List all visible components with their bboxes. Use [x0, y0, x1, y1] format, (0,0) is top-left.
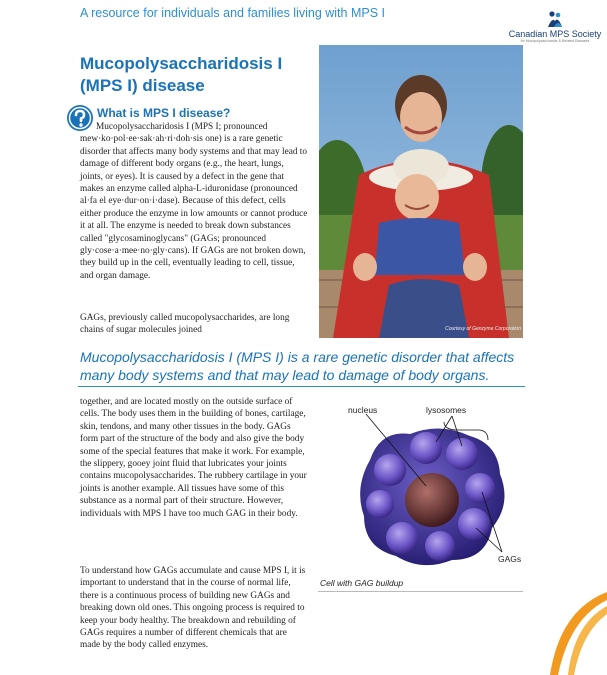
gags-paragraph-continued: together, and are located mostly on the outside surface of cells. The body uses them in the building of bones, cartilage, skin, tendons, and many other tissues in the body. GAGs form part of the structure of the body and also give the body some of the special features that make it work. For example, the slippery, gooey joint fluid that lubricates your joints contains mucopolysaccharides. The rubbery cartilage in your joints is another example. All tissues have some of this substance as a normal part of their structure. However, individuals with MPS I have too much GAG in their body.: [80, 397, 307, 519]
logo-name: Canadian MPS Society: [508, 29, 602, 39]
logo-figures-icon: [547, 10, 563, 28]
label-lysosomes: lysosomes: [426, 405, 467, 415]
label-nucleus: nucleus: [348, 405, 378, 415]
caption-divider: [318, 591, 523, 592]
orange-swoosh-decoration: [540, 590, 607, 675]
section-heading: What is MPS I disease?: [97, 106, 231, 120]
mother-child-photo: [319, 45, 523, 338]
diagram-caption: Cell with GAG buildup: [320, 578, 404, 588]
photo-credit: Courtesy of Genzyme Corporation: [445, 326, 521, 332]
divider: [78, 386, 525, 387]
cell-diagram: [340, 400, 525, 580]
pull-quote: Mucopolysaccharidosis I (MPS I) is a rare genetic disorder that affects many body systems and that may lead to damage of body organs.: [80, 349, 515, 383]
society-logo: [505, 10, 605, 46]
intro-paragraph: Mucopolysaccharidosis I (MPS I; pronounced mew·ko·pol·ee·sak·ah·ri·doh·sis one) is a rare genetic disorder that affects many body systems and that may lead to damage of different body organs (e.g., the heart, lungs, joints, or eyes). It is caused by a defect in the gene that makes an enzyme called alpha-L-iduronidase (pronounced al·fa el eye·dur·on·i·dase). Because of this defect, cells either produce the enzyme in low amounts or cannot produce it at all. The enzyme is needed to break down substances called "glycosaminoglycans" (GAGs; pronounced gly·cose·a·mee·no·gly·cans). If GAGs are not broken down, they build up in the cell, eventually leading to cell, tissue, and organ damage.: [80, 122, 308, 281]
header-tagline: A resource for individuals and families living with MPS I: [80, 6, 385, 20]
page-title: Mucopolysaccharidosis I (MPS I) disease: [80, 54, 283, 95]
logo-subtitle: for Mucopolysaccharide & Related Diseases: [520, 39, 590, 43]
enzymes-paragraph: To understand how GAGs accumulate and cause MPS I, it is important to understand that in the course of normal life, there is a continuous process of building new GAGs and breaking down old ones. This ongoing process is required to keep your body healthy. The breakdown and rebuilding of GAGs requires a number of different chemicals that are made by the body called enzymes.: [80, 566, 306, 651]
label-gags: GAGs: [498, 554, 522, 564]
gags-paragraph-start: GAGs, previously called mucopolysaccharides, are long chains of sugar molecules joined: [80, 313, 290, 336]
